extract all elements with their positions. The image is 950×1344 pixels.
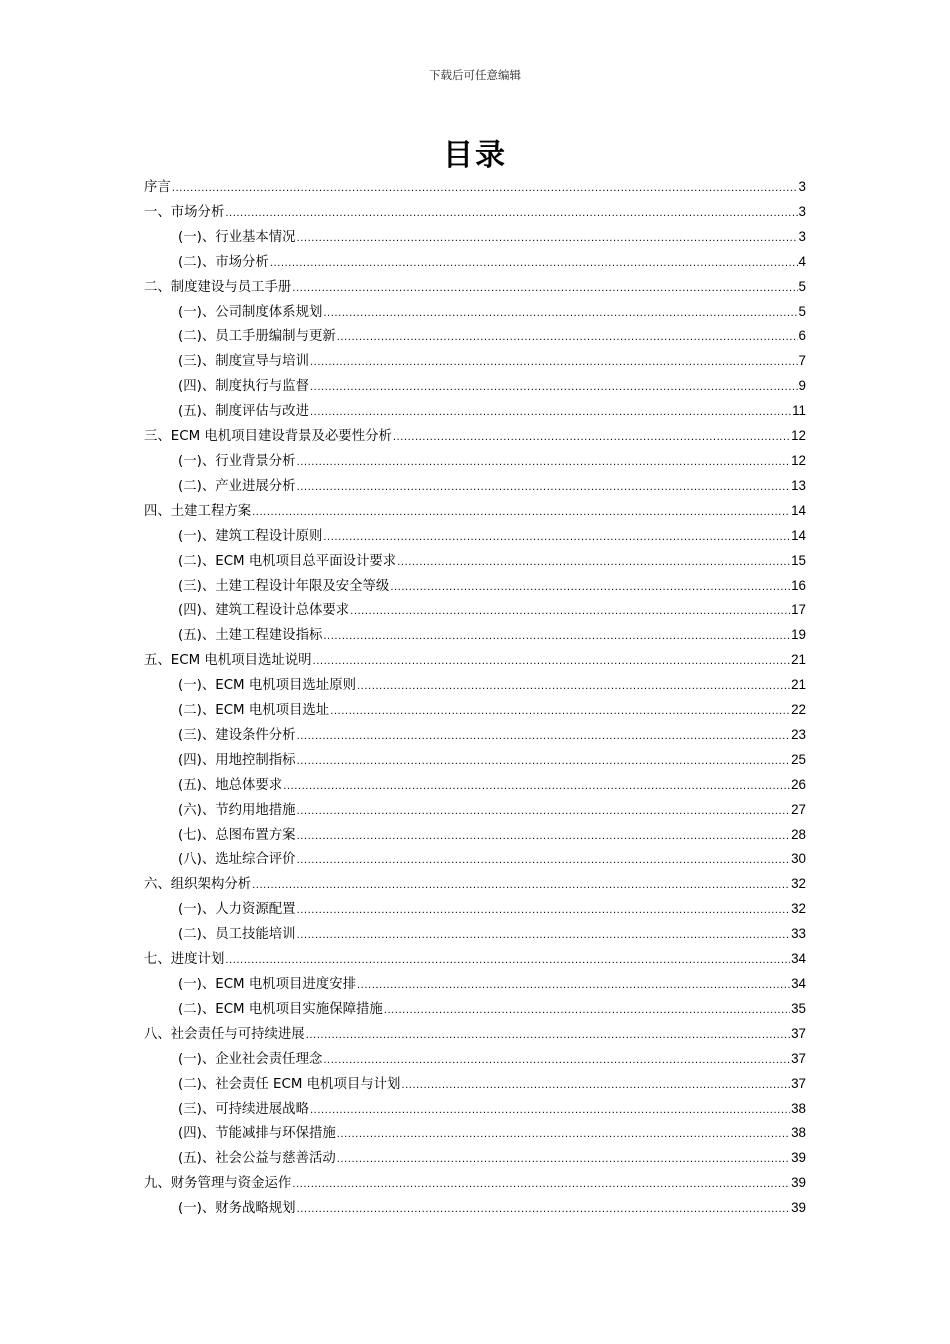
toc-dot-leader: [330, 700, 790, 725]
toc-entry-page-number: 3: [798, 179, 806, 194]
toc-entry-page-number: 23: [791, 726, 806, 742]
toc-entry-label: 八、社会责任与可持续进展: [144, 1026, 305, 1042]
toc-entry-page-number: 33: [791, 926, 806, 942]
toc-entry-page-number: 38: [791, 1100, 806, 1116]
toc-entry-label: (五)、制度评估与改进: [178, 404, 309, 420]
toc-entry[interactable]: [144, 972, 806, 997]
toc-entry-label: (一)、ECM 电机项目进度安排: [178, 977, 356, 992]
toc-entry[interactable]: [144, 1022, 806, 1047]
toc-dot-leader: [297, 476, 791, 501]
toc-entry-label: (三)、可持续进展战略: [178, 1101, 309, 1117]
toc-entry-label: (一)、ECM 电机项目选址原则: [178, 678, 356, 694]
toc-dot-leader: [397, 551, 790, 576]
toc-dot-leader: [310, 376, 798, 401]
toc-dot-leader: [323, 625, 790, 650]
toc-entry[interactable]: [144, 324, 806, 349]
toc-entry[interactable]: [144, 1171, 806, 1196]
toc-entry-page-number: 37: [791, 1025, 806, 1041]
toc-entry[interactable]: [144, 200, 806, 225]
toc-entry[interactable]: [144, 1072, 806, 1097]
toc-entry-label: (五)、社会公益与慈善活动: [178, 1151, 336, 1167]
toc-entry[interactable]: [144, 1097, 806, 1122]
toc-entry-label: (四)、制度执行与监督: [178, 379, 309, 395]
toc-entry[interactable]: [144, 947, 806, 972]
toc-dot-leader: [337, 326, 798, 351]
toc-dot-leader: [310, 1099, 790, 1124]
toc-entry[interactable]: [144, 623, 806, 648]
toc-entry-label: (七)、总图布置方案: [178, 827, 296, 843]
toc-entry-page-number: 5: [798, 278, 806, 294]
toc-entry[interactable]: [144, 997, 806, 1022]
toc-dot-leader: [270, 252, 798, 277]
toc-entry[interactable]: [144, 1121, 806, 1146]
toc-dot-leader: [292, 1173, 790, 1198]
toc-entry-label: (六)、节约用地措施: [178, 802, 296, 818]
toc-entry[interactable]: [144, 399, 806, 424]
toc-entry-page-number: 39: [791, 1175, 806, 1191]
toc-entry-label: (五)、地总体要求: [178, 777, 283, 793]
toc-entry[interactable]: [144, 1047, 806, 1072]
toc-entry-page-number: 26: [791, 776, 806, 792]
table-of-contents: [144, 175, 806, 1221]
toc-entry-page-number: 12: [791, 428, 806, 444]
toc-entry[interactable]: [144, 275, 806, 300]
toc-dot-leader: [297, 227, 798, 252]
toc-entry-label: (二)、ECM 电机项目实施保障措施: [178, 1001, 383, 1017]
toc-entry[interactable]: [144, 1146, 806, 1171]
toc-entry-page-number: 21: [791, 652, 806, 668]
toc-dot-leader: [313, 650, 791, 675]
toc-entry[interactable]: [144, 374, 806, 399]
toc-entry-label: (四)、建筑工程设计总体要求: [178, 603, 350, 619]
toc-entry-label: (二)、产业进展分析: [178, 478, 296, 494]
toc-entry[interactable]: [144, 773, 806, 798]
toc-dot-leader: [225, 949, 790, 974]
toc-entry-label: 四、土建工程方案: [144, 503, 252, 519]
toc-entry-page-number: 32: [791, 901, 806, 917]
toc-dot-leader: [297, 825, 791, 850]
toc-dot-leader: [310, 401, 791, 426]
toc-entry-label: (二)、社会责任 ECM 电机项目与计划: [178, 1076, 401, 1092]
toc-entry-label: (二)、ECM 电机项目总平面设计要求: [178, 553, 397, 569]
toc-dot-leader: [297, 451, 791, 476]
toc-dot-leader: [306, 1024, 790, 1049]
toc-dot-leader: [323, 1049, 790, 1074]
toc-dot-leader: [323, 302, 797, 327]
toc-entry-page-number: 35: [791, 1000, 806, 1016]
toc-entry-page-number: 6: [798, 328, 806, 344]
toc-entry-label: 七、进度计划: [144, 952, 225, 968]
toc-entry-page-number: 5: [798, 303, 806, 319]
toc-dot-leader: [357, 974, 790, 999]
toc-entry[interactable]: [144, 598, 806, 623]
toc-entry[interactable]: [144, 748, 806, 773]
toc-entry[interactable]: [144, 723, 806, 748]
toc-entry-page-number: 15: [791, 552, 806, 568]
toc-entry-label: (五)、土建工程建设指标: [178, 628, 323, 644]
toc-dot-leader: [172, 177, 798, 202]
toc-entry[interactable]: [144, 499, 806, 524]
toc-entry-label: 二、制度建设与员工手册: [144, 279, 292, 295]
toc-entry-label: 九、财务管理与资金运作: [144, 1176, 292, 1192]
toc-entry-page-number: 3: [798, 228, 806, 244]
toc-entry-label: (二)、员工手册编制与更新: [178, 329, 336, 345]
toc-entry-page-number: 30: [791, 851, 806, 867]
toc-entry-label: (一)、财务战略规划: [178, 1201, 296, 1217]
toc-dot-leader: [384, 999, 790, 1024]
toc-dot-leader: [297, 849, 791, 874]
toc-dot-leader: [283, 775, 790, 800]
toc-entry[interactable]: [144, 1196, 806, 1221]
toc-entry-label: (四)、节能减排与环保措施: [178, 1126, 336, 1142]
toc-entry-page-number: 39: [791, 1150, 806, 1166]
toc-entry-label: (二)、员工技能培训: [178, 927, 296, 943]
toc-dot-leader: [297, 800, 791, 825]
toc-entry[interactable]: [144, 823, 806, 848]
toc-entry-label: 序言: [144, 180, 171, 195]
toc-entry-page-number: 28: [791, 826, 806, 842]
toc-dot-leader: [297, 750, 791, 775]
toc-entry[interactable]: [144, 474, 806, 499]
toc-entry-page-number: 3: [798, 203, 806, 219]
toc-entry[interactable]: [144, 698, 806, 723]
toc-dot-leader: [337, 1148, 790, 1173]
toc-entry-page-number: 38: [791, 1125, 806, 1141]
toc-entry-page-number: 25: [791, 751, 806, 767]
toc-dot-leader: [350, 600, 790, 625]
toc-entry-page-number: 14: [791, 502, 806, 518]
toc-entry[interactable]: [144, 349, 806, 374]
header-note: 下载后可任意编辑: [429, 68, 521, 82]
toc-entry-page-number: 32: [791, 876, 806, 892]
toc-entry-label: 一、市场分析: [144, 204, 225, 220]
toc-dot-leader: [390, 576, 790, 601]
toc-dot-leader: [297, 725, 791, 750]
toc-entry[interactable]: [144, 897, 806, 922]
toc-entry[interactable]: [144, 300, 806, 325]
toc-entry-page-number: 37: [791, 1050, 806, 1066]
toc-entry-page-number: 34: [791, 976, 806, 991]
toc-entry[interactable]: [144, 648, 806, 673]
toc-entry-page-number: 16: [791, 577, 806, 593]
toc-dot-leader: [323, 526, 790, 551]
toc-entry[interactable]: [144, 449, 806, 474]
toc-entry-page-number: 39: [791, 1200, 806, 1216]
toc-entry-label: (一)、行业基本情况: [178, 229, 296, 245]
toc-entry[interactable]: [144, 847, 806, 872]
toc-entry[interactable]: [144, 424, 806, 449]
toc-entry-label: (八)、选址综合评价: [178, 852, 296, 868]
toc-entry[interactable]: [144, 872, 806, 897]
toc-dot-leader: [252, 501, 790, 526]
toc-entry[interactable]: [144, 250, 806, 275]
toc-entry[interactable]: [144, 673, 806, 698]
toc-entry-label: 五、ECM 电机项目选址说明: [144, 653, 312, 669]
toc-entry-page-number: 22: [791, 702, 806, 718]
toc-entry-label: (三)、建设条件分析: [178, 727, 296, 743]
toc-dot-leader: [297, 899, 791, 924]
toc-dot-leader: [292, 277, 797, 302]
toc-entry[interactable]: [144, 922, 806, 947]
toc-entry-page-number: 7: [798, 353, 806, 369]
toc-entry[interactable]: [144, 524, 806, 549]
toc-entry-page-number: 9: [798, 378, 806, 394]
toc-entry[interactable]: [144, 225, 806, 250]
toc-entry-page-number: 17: [791, 602, 806, 618]
toc-entry-page-number: 14: [791, 527, 806, 543]
toc-dot-leader: [252, 874, 790, 899]
toc-entry-page-number: 27: [791, 801, 806, 817]
toc-entry-label: 六、组织架构分析: [144, 877, 252, 893]
toc-entry[interactable]: [144, 549, 806, 574]
toc-entry-page-number: 11: [792, 403, 806, 419]
toc-entry-label: (一)、人力资源配置: [178, 902, 296, 918]
toc-entry-label: (四)、用地控制指标: [178, 752, 296, 768]
toc-dot-leader: [297, 1198, 791, 1223]
toc-dot-leader: [357, 675, 790, 700]
toc-entry-page-number: 19: [791, 627, 806, 643]
toc-entry[interactable]: [144, 175, 806, 200]
toc-entry-page-number: 4: [798, 253, 806, 269]
toc-entry-label: (一)、公司制度体系规划: [178, 304, 323, 320]
toc-dot-leader: [393, 426, 790, 451]
toc-entry-label: 三、ECM 电机项目建设背景及必要性分析: [144, 429, 392, 445]
toc-dot-leader: [225, 202, 797, 227]
toc-entry[interactable]: [144, 574, 806, 599]
toc-dot-leader: [310, 351, 798, 376]
toc-entry-label: (二)、ECM 电机项目选址: [178, 703, 330, 719]
toc-entry-label: (一)、行业背景分析: [178, 453, 296, 469]
toc-dot-leader: [337, 1123, 790, 1148]
toc-entry-label: (二)、市场分析: [178, 254, 269, 270]
toc-entry-label: (三)、土建工程设计年限及安全等级: [178, 578, 390, 594]
toc-entry-page-number: 12: [791, 452, 806, 468]
toc-title: 目录: [443, 138, 507, 173]
toc-entry[interactable]: [144, 798, 806, 823]
toc-entry-page-number: 13: [791, 477, 806, 493]
toc-entry-label: (一)、企业社会责任理念: [178, 1051, 323, 1067]
toc-entry-page-number: 37: [791, 1075, 806, 1091]
toc-dot-leader: [401, 1074, 790, 1099]
toc-entry-page-number: 34: [791, 951, 806, 967]
toc-entry-label: (一)、建筑工程设计原则: [178, 528, 323, 544]
toc-entry-label: (三)、制度宣导与培训: [178, 354, 309, 370]
toc-dot-leader: [297, 924, 791, 949]
toc-entry-page-number: 21: [791, 677, 806, 693]
